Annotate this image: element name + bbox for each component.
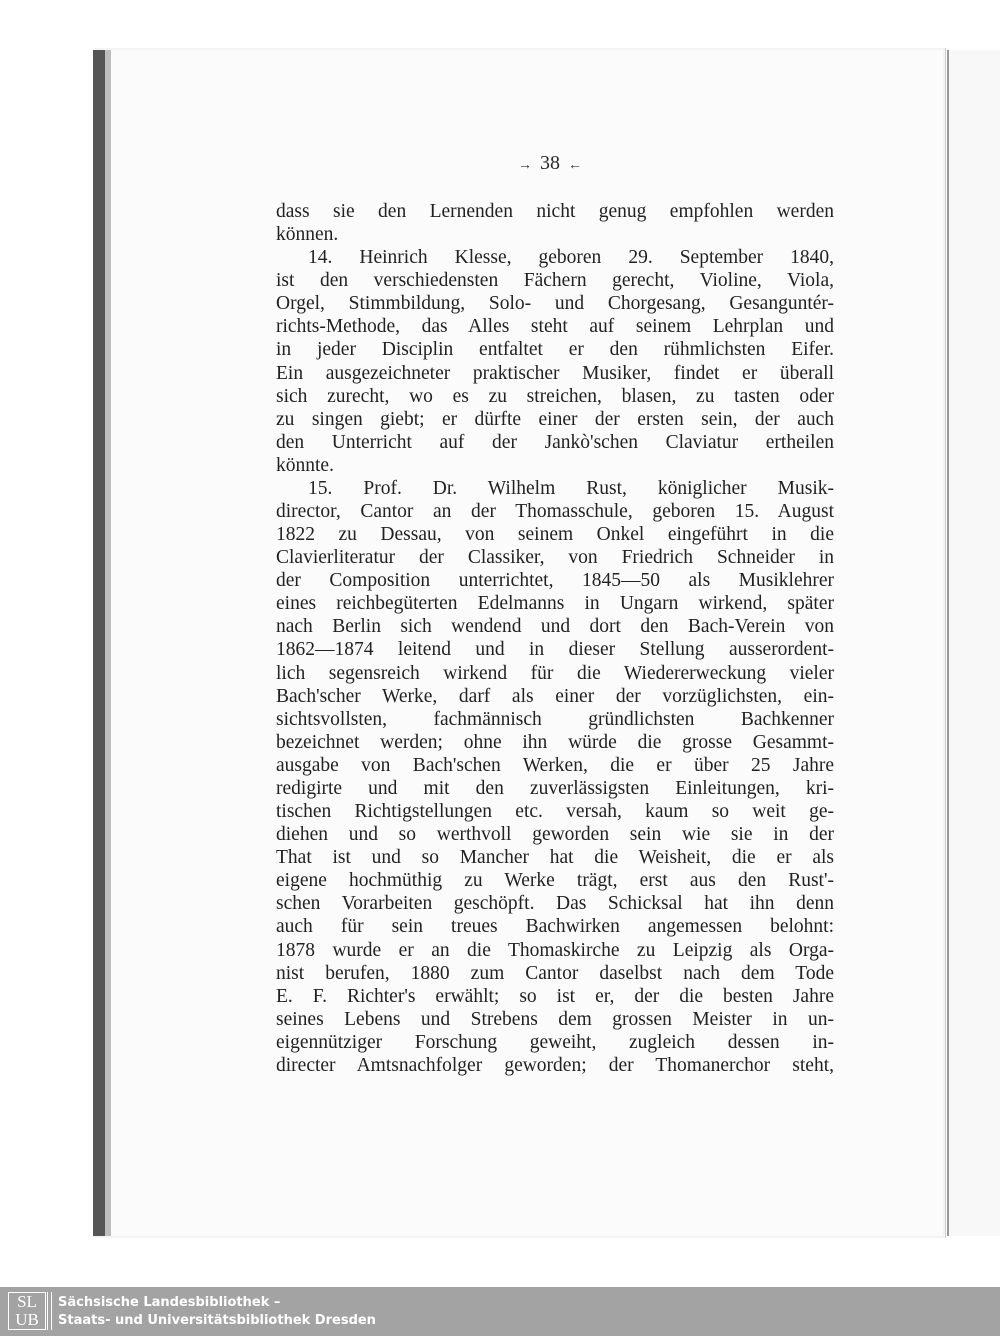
- book-spine: [93, 50, 105, 1236]
- text-line: 14. Heinrich Klesse, geboren 29. September 1840,: [308, 247, 834, 269]
- library-name: [58, 1294, 376, 1330]
- book-spine-edge: [105, 50, 111, 1236]
- text-line: diehen und so werthvoll geworden sein wie sie in der: [276, 824, 834, 846]
- text-line: können.: [276, 224, 339, 246]
- text-line: lich segensreich wirkend für die Wiedererweckung vieler: [276, 662, 834, 684]
- text-line: richts-Methode, das Alles steht auf seinem Lehrplan und: [276, 316, 834, 338]
- text-line: redigirte und mit den zuverlässigsten Einleitungen, kri-: [276, 777, 834, 799]
- text-line: eigene hochmüthig zu Werke trägt, erst aus den Rust'-: [276, 870, 834, 892]
- text-line: That ist und so Mancher hat die Weisheit, die er als: [276, 847, 834, 869]
- text-line: nist berufen, 1880 zum Cantor daselbst nach dem Tode: [276, 962, 834, 984]
- text-line: eines reichbegüterten Edelmanns in Ungarn wirkend, später: [276, 593, 834, 615]
- text-line: 1862—1874 leitend und in dieser Stellung ausserordent-: [276, 639, 834, 661]
- text-line: 1878 wurde er an die Thomaskirche zu Leipzig als Orga-: [276, 939, 834, 961]
- text-line: Bach'scher Werke, darf als einer der vorzüglichsten, ein-: [276, 685, 834, 707]
- library-footer: [0, 1287, 1000, 1336]
- text-line: directer Amtsnachfolger geworden; der Thomanerchor steht,: [276, 1054, 834, 1076]
- text-line: zu singen giebt; er dürfte einer der ersten sein, der auch: [276, 408, 834, 430]
- text-line: eigennütziger Forschung geweiht, zugleich dessen in-: [276, 1031, 834, 1053]
- text-line: seines Lebens und Strebens dem grossen Meister in un-: [276, 1008, 834, 1030]
- text-line: den Unterricht auf der Jankò'schen Claviatur ertheilen: [276, 431, 834, 453]
- body-text: [276, 200, 834, 1077]
- text-line: Orgel, Stimmbildung, Solo- und Chorgesang, Gesanguntér-: [276, 293, 834, 315]
- text-line: schen Vorarbeiten geschöpft. Das Schicksal hat ihn denn: [276, 893, 834, 915]
- text-line: tischen Richtigstellungen etc. versah, kaum so weit ge-: [276, 801, 834, 823]
- text-line: director, Cantor an der Thomasschule, geboren 15. August: [276, 501, 834, 523]
- next-page-edge: [947, 50, 1000, 1236]
- text-line: ausgabe von Bach'schen Werken, die er über 25 Jahre: [276, 754, 834, 776]
- text-line: sichtsvollsten, fachmännisch gründlichsten Bachkenner: [276, 708, 834, 730]
- ornament-left-icon: →: [518, 158, 532, 173]
- logo-text-top: SL: [17, 1292, 37, 1311]
- text-line: Clavierliteratur der Classiker, von Friedrich Schneider in: [276, 547, 834, 569]
- logo-text-bottom: UB: [15, 1310, 39, 1329]
- text-line: E. F. Richter's erwählt; so ist er, der die besten Jahre: [276, 985, 834, 1007]
- text-line: könnte.: [276, 454, 334, 476]
- page-number-header: [470, 152, 630, 175]
- library-name-line1: Sächsische Landesbibliothek –: [58, 1295, 281, 1310]
- text-line: dass sie den Lernenden nicht genug empfohlen werden: [276, 201, 834, 222]
- text-line: sich zurecht, wo es zu streichen, blasen, zu tasten oder: [276, 385, 834, 407]
- slub-logo: [8, 1292, 46, 1330]
- ornament-right-icon: ←: [568, 158, 582, 173]
- text-line: ist den verschiedensten Fächern gerecht, Violine, Viola,: [276, 270, 834, 292]
- text-line: 15. Prof. Dr. Wilhelm Rust, königlicher Musik-: [308, 477, 834, 499]
- text-line: 1822 zu Dessau, von seinem Onkel eingeführt in die: [276, 524, 834, 546]
- text-line: bezeichnet werden; ohne ihn würde die grosse Gesammt-: [276, 731, 834, 753]
- text-line: in jeder Disciplin entfaltet er den rühmlichsten Eifer.: [276, 339, 834, 361]
- text-line: der Composition unterrichtet, 1845—50 als Musiklehrer: [276, 570, 834, 592]
- text-line: auch für sein treues Bachwirken angemessen belohnt:: [276, 916, 834, 938]
- library-name-line2: Staats- und Universitätsbibliothek Dresden: [58, 1313, 376, 1328]
- page-number: 38: [540, 152, 560, 174]
- text-line: nach Berlin sich wendend und dort den Bach-Verein von: [276, 616, 834, 638]
- text-line: Ein ausgezeichneter praktischer Musiker, findet er überall: [276, 362, 834, 384]
